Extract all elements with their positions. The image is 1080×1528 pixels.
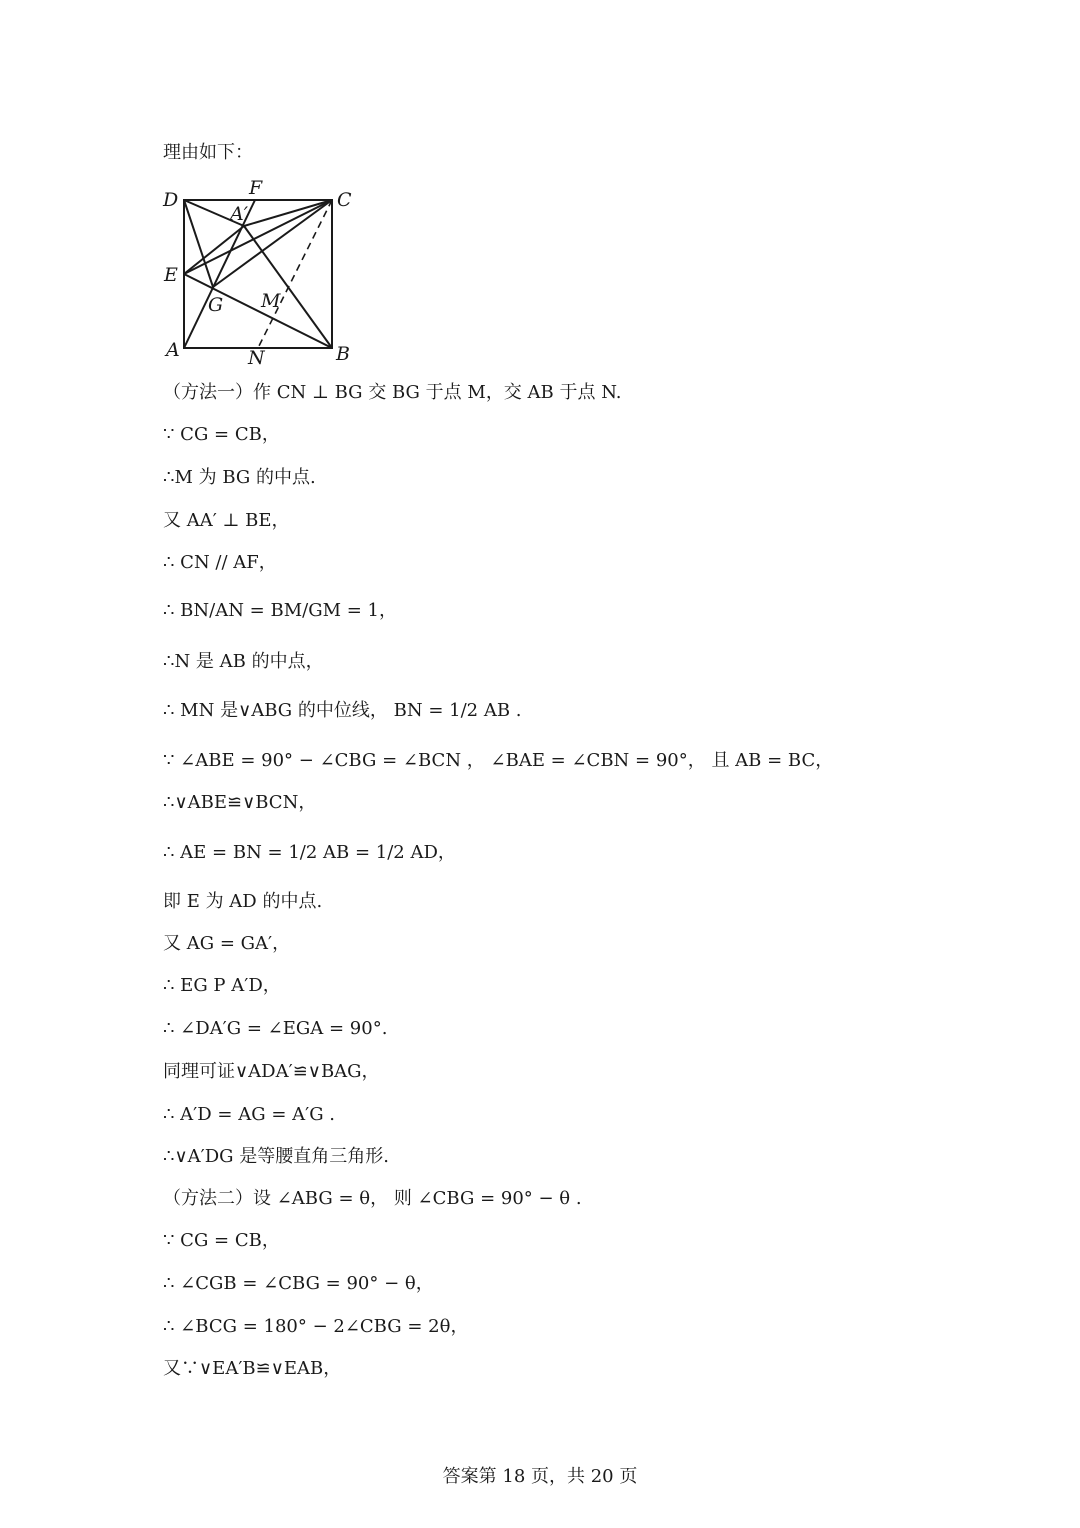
proof-line-17: ∴ A′D = AG = A′G . — [163, 1104, 336, 1125]
label-g: G — [208, 294, 224, 316]
proof-line-6: ∴ BN/AN = BM/GM = 1， — [163, 600, 397, 621]
proof-line-7: ∴N 是 AB 的中点， — [163, 651, 324, 672]
segment-e-c — [184, 200, 332, 274]
segment-e-b — [184, 274, 332, 348]
proof-line-18: ∴∨A′DG 是等腰直角三角形. — [163, 1146, 389, 1167]
proof-line-11: ∴ AE = BN = 1/2 AB = 1/2 AD， — [163, 842, 456, 863]
segment-e-aprime — [184, 226, 244, 274]
proof-line-23: 又∵∨EA′B≌∨EAB， — [163, 1358, 342, 1379]
segment-c-n-dashed — [258, 200, 332, 348]
proof-line-3: ∴M 为 BG 的中点. — [163, 467, 316, 488]
segment-d-g — [184, 200, 213, 287]
label-c: C — [337, 189, 352, 211]
intro-text: 理由如下： — [163, 142, 253, 163]
proof-line-12: 即 E 为 AD 的中点. — [163, 891, 323, 912]
label-b: B — [336, 343, 350, 365]
proof-line-20: ∵ CG = CB， — [163, 1230, 280, 1251]
label-m: M — [261, 290, 281, 312]
proof-line-13: 又 AG = GA′， — [163, 933, 291, 954]
proof-line-10: ∴∨ABE≌∨BCN， — [163, 792, 317, 813]
proof-line-5: ∴ CN // AF， — [163, 552, 277, 573]
proof-line-8: ∴ MN 是∨ABG 的中位线， BN = 1/2 AB . — [163, 700, 522, 721]
label-a-prime: A′ — [230, 203, 249, 225]
proof-line-9: ∵ ∠ABE = 90° − ∠CBG = ∠BCN ， ∠BAE = ∠CBN = 90°， 且 AB = BC， — [163, 750, 834, 771]
label-a: A — [166, 339, 180, 361]
label-n: N — [248, 347, 265, 369]
label-f: F — [249, 177, 263, 199]
proof-line-4: 又 AA′ ⊥ BE， — [163, 510, 290, 531]
page-footer: 答案第 18 页，共 20 页 — [442, 1466, 638, 1487]
proof-line-21: ∴ ∠CGB = ∠CBG = 90° − θ， — [163, 1273, 434, 1294]
label-d: D — [163, 189, 179, 211]
proof-line-1: （方法一）作 CN ⊥ BG 交 BG 于点 M，交 AB 于点 N. — [163, 382, 622, 403]
proof-line-16: 同理可证∨ADA′≌∨BAG， — [163, 1061, 380, 1082]
proof-line-15: ∴ ∠DA′G = ∠EGA = 90°. — [163, 1018, 388, 1039]
label-e: E — [164, 264, 178, 286]
geometry-figure — [160, 170, 360, 370]
proof-line-19: （方法二）设 ∠ABG = θ， 则 ∠CBG = 90° − θ . — [163, 1188, 582, 1209]
proof-line-14: ∴ EG Ρ A′D， — [163, 975, 281, 996]
proof-line-2: ∵ CG = CB， — [163, 424, 280, 445]
proof-line-22: ∴ ∠BCG = 180° − 2∠CBG = 2θ， — [163, 1316, 469, 1337]
